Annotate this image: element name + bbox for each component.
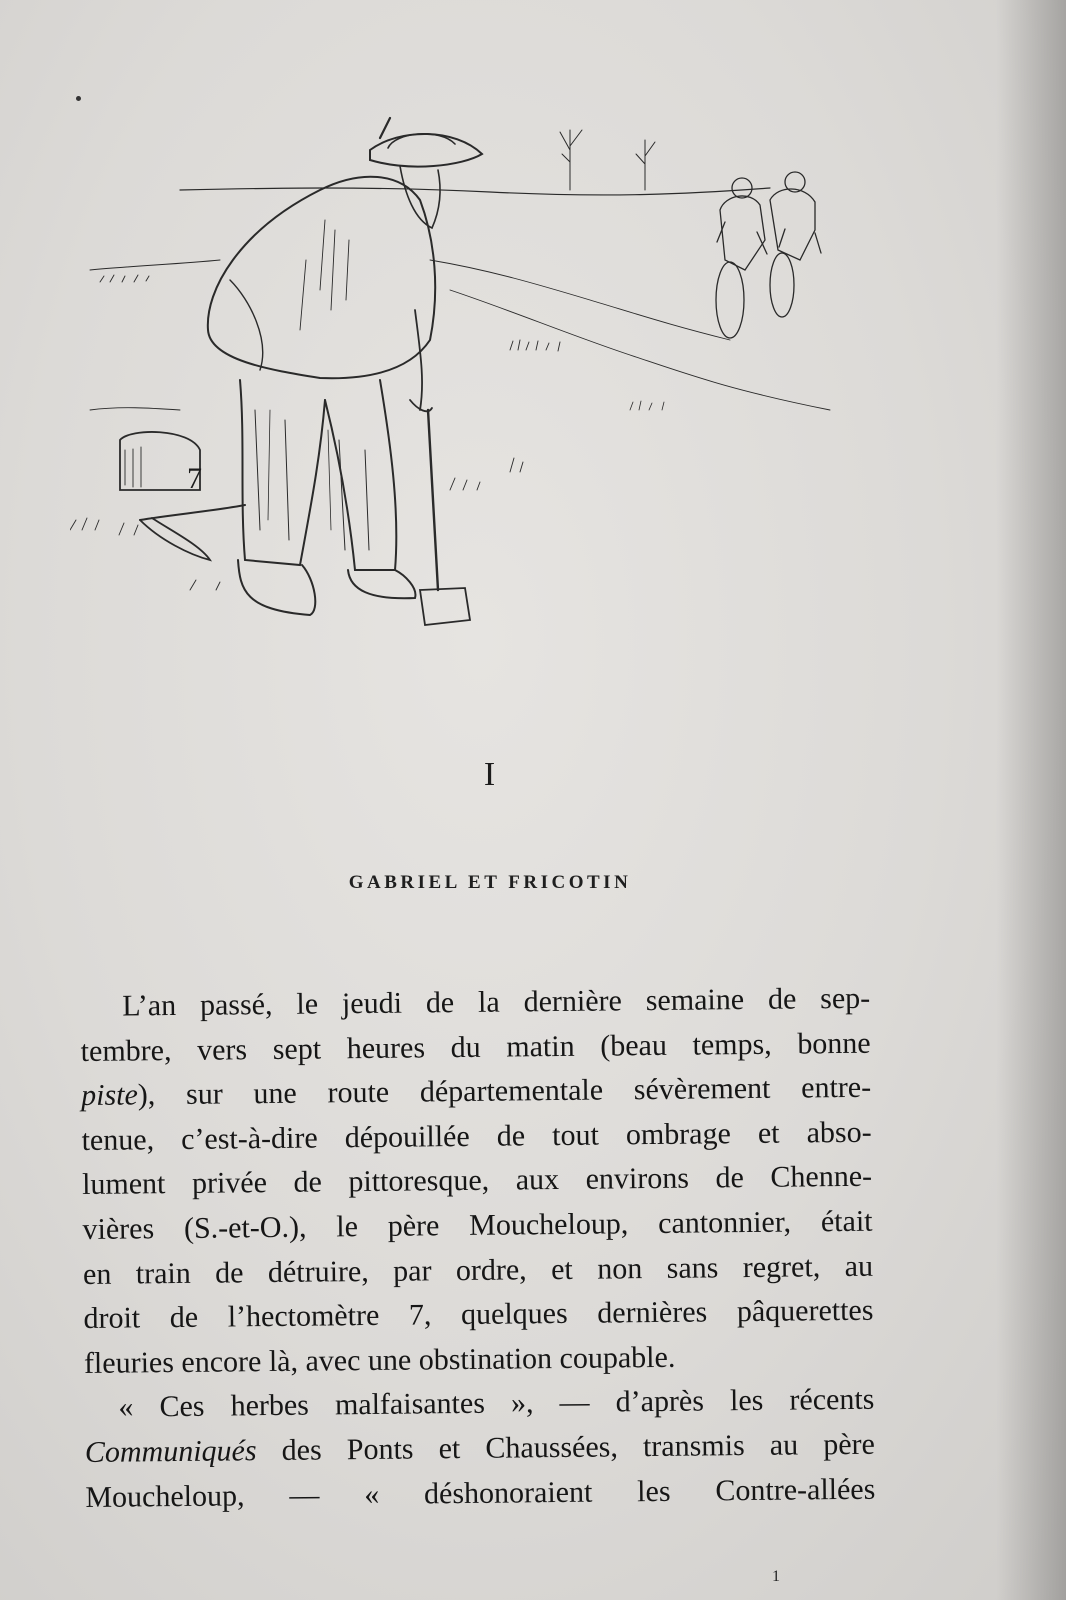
chapter-number: I bbox=[483, 756, 497, 793]
page-gutter-shadow bbox=[996, 0, 1066, 1600]
text-line: droit de l’hectomètre 7, quelques dernières pâquerettes bbox=[83, 1293, 874, 1336]
ink-speck bbox=[76, 96, 81, 101]
text-line: tenue, c’est-à-dire dépouillée de tout ombrage et abso- bbox=[81, 1115, 872, 1157]
text-line: piste), sur une route départementale sévèrement entre- bbox=[80, 1070, 872, 1113]
text-line: Communiqués des Ponts et Chaussées, transmis au père bbox=[84, 1427, 876, 1469]
chapter-title: GABRIEL ET FRICOTIN bbox=[348, 872, 632, 893]
paragraph-1 bbox=[80, 977, 874, 1387]
text-line: vières (S.-et-O.), le père Moucheloup, cantonnier, était bbox=[82, 1204, 873, 1246]
text-line: fleuries encore là, avec une obstination coupable. bbox=[83, 1340, 676, 1380]
text-line: L’an passé, le jeudi de la dernière semaine de sep- bbox=[122, 981, 871, 1023]
roadmender-illustration bbox=[70, 110, 890, 670]
text-line: « Ces herbes malfaisantes », — d’après les récents bbox=[118, 1383, 875, 1424]
text-line: tembre, vers sept heures du matin (beau temps, bonne bbox=[80, 1026, 871, 1068]
page-number: 1 bbox=[772, 1568, 780, 1585]
text-line: en train de détruire, par ordre, et non sans regret, au bbox=[82, 1249, 874, 1291]
body-text bbox=[80, 977, 876, 1520]
milestone-number: 7 bbox=[187, 462, 202, 495]
text-line: Moucheloup, — « déshonoraient les Contre-allées bbox=[85, 1472, 876, 1514]
paragraph-2 bbox=[84, 1378, 875, 1520]
text-line: lument privée de pittoresque, aux environs de Chenne- bbox=[81, 1160, 873, 1202]
